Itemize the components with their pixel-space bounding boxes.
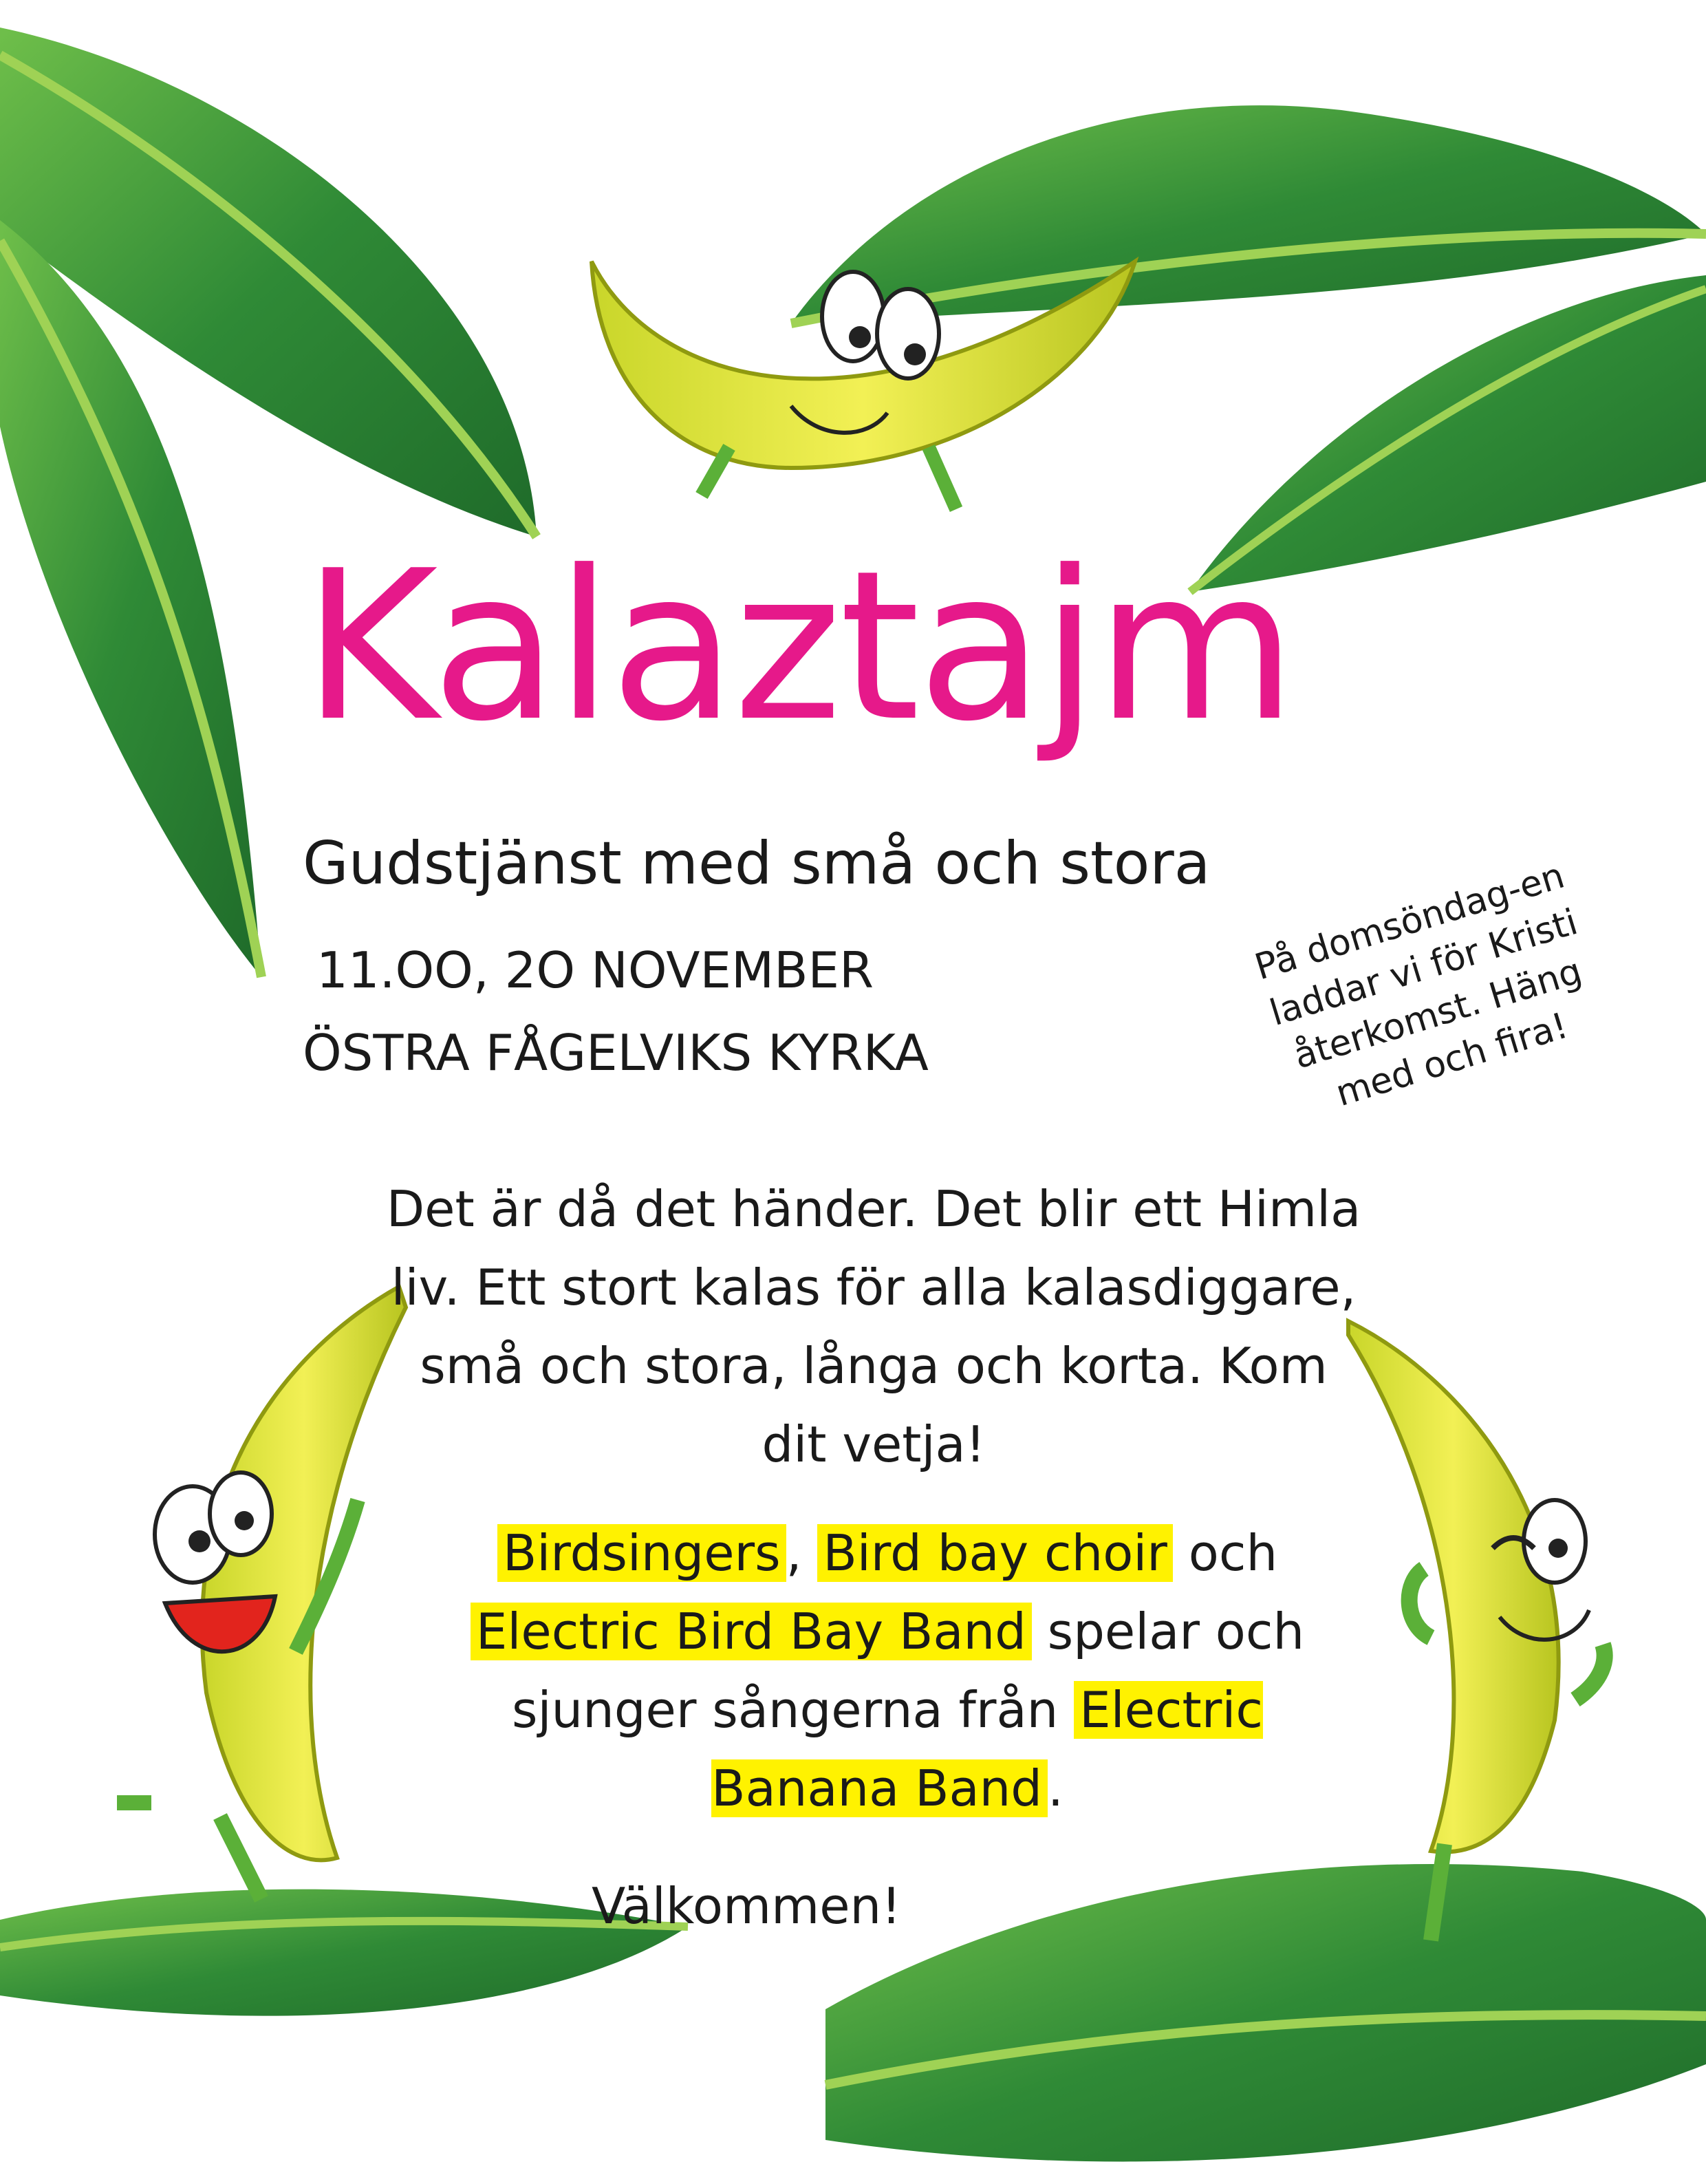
band-name-highlight: Electric Banana Band xyxy=(711,1681,1263,1817)
bands-text: och xyxy=(1172,1524,1278,1582)
bands-text: . xyxy=(1047,1759,1063,1817)
bands-text: spelar och sjunger sångerna från xyxy=(512,1603,1305,1739)
poster-title: Kalaztajm xyxy=(303,526,1295,767)
intro-paragraph: Det är då det händer. Det blir ett Himla liv. Ett stort kalas för alla kalasdiggare, små och stora, långa och korta. Kom dit vetja! xyxy=(386,1180,1361,1473)
welcome-text: Välkommen! xyxy=(592,1877,902,1935)
band-name-highlight: Electric Bird Bay Band xyxy=(471,1603,1032,1660)
event-datetime: 11.OO, 2O NOVEMBER xyxy=(316,941,874,999)
bands-text: , xyxy=(786,1524,818,1582)
band-name-highlight: Birdsingers xyxy=(497,1524,786,1582)
banana-character-left xyxy=(117,1287,406,1899)
bands-paragraph xyxy=(413,1514,1362,1828)
banana-character-right xyxy=(1348,1321,1605,1940)
side-note: På domsöndag-en laddar vi för Kristi återkomst. Häng med och fira! xyxy=(1250,855,1587,1115)
band-name-highlight: Bird bay choir xyxy=(817,1524,1173,1582)
poster-subtitle: Gudstjänst med små och stora xyxy=(303,829,1211,898)
event-venue: ÖSTRA FÅGELVIKS KYRKA xyxy=(303,1024,929,1082)
